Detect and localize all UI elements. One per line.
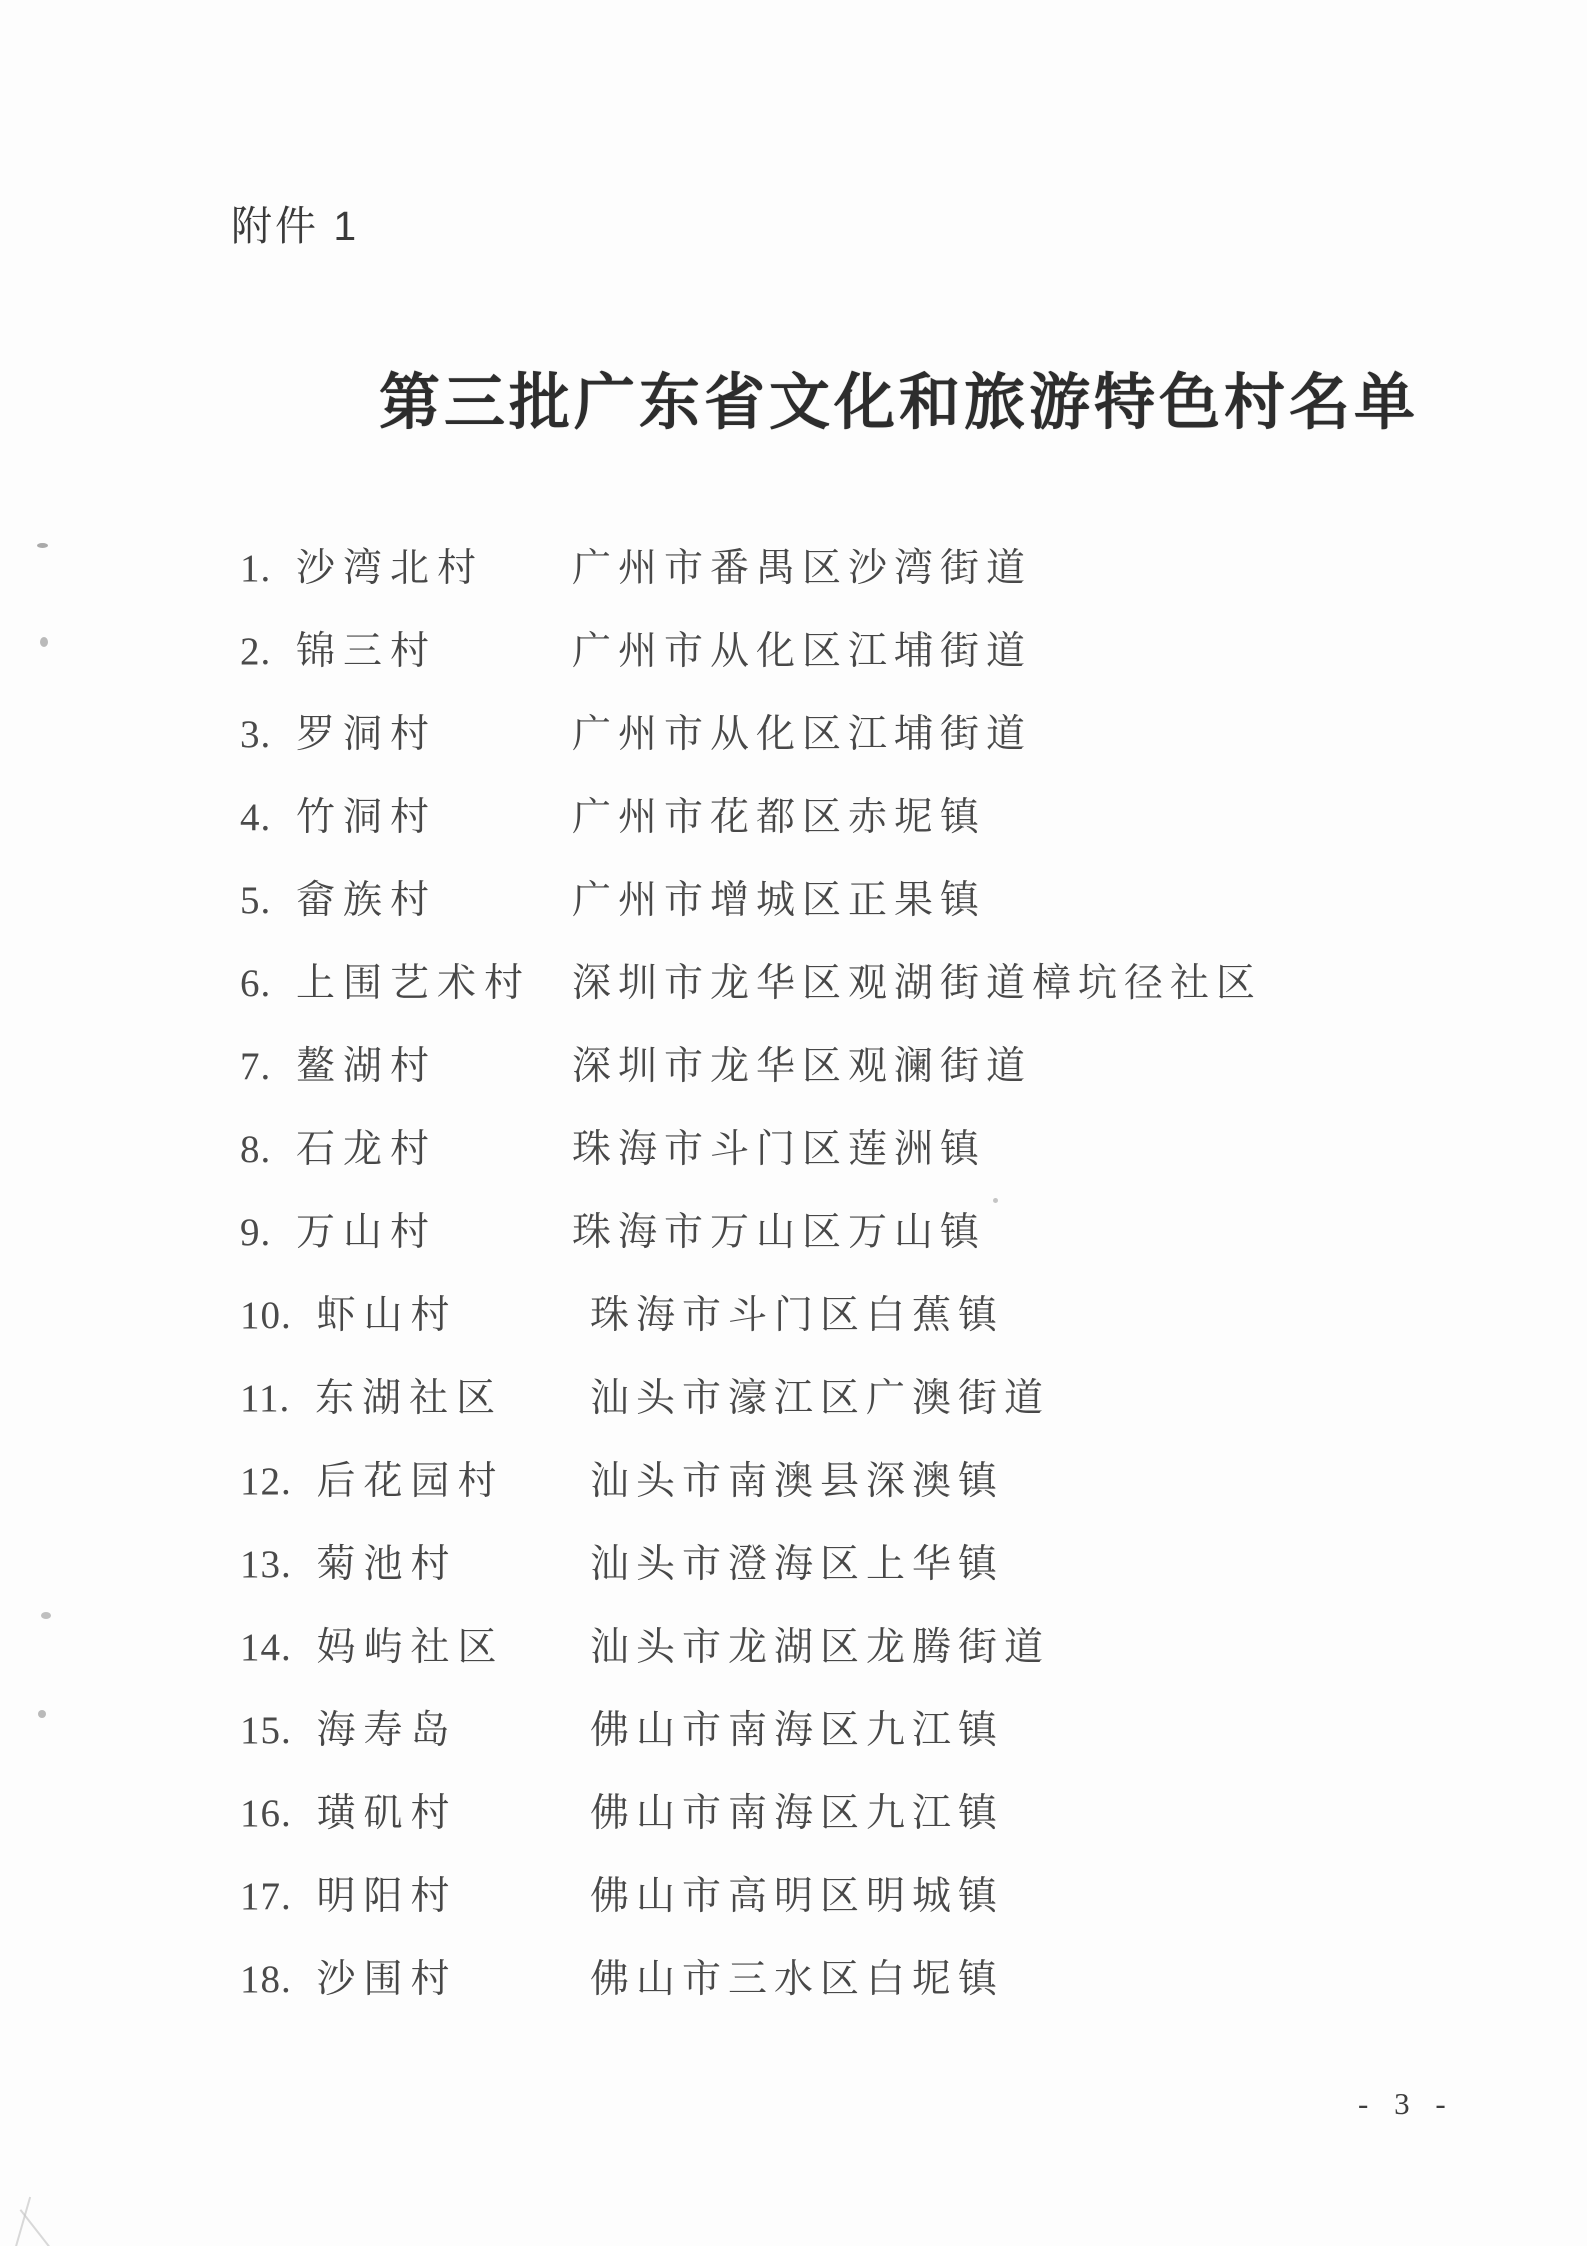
village-name-cell bbox=[240, 632, 437, 673]
list-item bbox=[0, 1545, 1587, 1628]
scan-speck bbox=[38, 1710, 46, 1718]
village-name-cell bbox=[240, 1462, 505, 1503]
village-name: 璜矶村 bbox=[316, 1792, 458, 1835]
village-name: 畲族村 bbox=[296, 879, 438, 922]
list-item bbox=[0, 881, 1587, 964]
pencil-mark bbox=[20, 2209, 55, 2246]
list-item bbox=[0, 1296, 1587, 1379]
attachment-label: 附件 1 bbox=[231, 203, 360, 249]
village-name: 沙围村 bbox=[316, 1958, 458, 2001]
village-name-cell bbox=[240, 1794, 458, 1835]
village-location: 珠海市斗门区白蕉镇 bbox=[590, 1294, 1005, 1337]
village-name: 海寿岛 bbox=[316, 1709, 458, 1752]
scan-speck bbox=[37, 543, 48, 548]
item-number: 6. bbox=[240, 962, 272, 1005]
village-name-cell bbox=[240, 1296, 458, 1337]
village-name: 菊池村 bbox=[316, 1543, 458, 1586]
list-item bbox=[0, 798, 1587, 881]
village-location: 广州市增城区正果镇 bbox=[572, 879, 987, 922]
list-item bbox=[0, 1960, 1587, 2043]
item-number: 11. bbox=[240, 1377, 291, 1420]
village-location: 佛山市南海区九江镇 bbox=[590, 1709, 1005, 1752]
village-name: 沙湾北村 bbox=[296, 547, 485, 590]
item-number: 14. bbox=[240, 1626, 292, 1669]
village-name-cell bbox=[240, 964, 531, 1005]
village-location: 汕头市濠江区广澳街道 bbox=[590, 1377, 1051, 1420]
village-name-cell bbox=[240, 1213, 437, 1254]
village-name-cell bbox=[240, 1379, 503, 1420]
village-location: 深圳市龙华区观澜街道 bbox=[572, 1045, 1033, 1088]
list-item bbox=[0, 632, 1587, 715]
item-number: 4. bbox=[240, 796, 272, 839]
village-location: 广州市从化区江埔街道 bbox=[572, 630, 1033, 673]
item-number: 2. bbox=[240, 630, 272, 673]
village-name: 鳌湖村 bbox=[296, 1045, 438, 1088]
village-name: 后花园村 bbox=[316, 1460, 505, 1503]
village-name: 石龙村 bbox=[296, 1128, 438, 1171]
village-name: 竹洞村 bbox=[296, 796, 438, 839]
item-number: 18. bbox=[240, 1958, 292, 2001]
village-name-cell bbox=[240, 549, 484, 590]
list-item bbox=[0, 1047, 1587, 1130]
list-item bbox=[0, 1877, 1587, 1960]
item-number: 17. bbox=[240, 1875, 292, 1918]
village-name-cell bbox=[240, 1628, 505, 1669]
village-location: 珠海市斗门区莲洲镇 bbox=[572, 1128, 987, 1171]
village-location: 珠海市万山区万山镇 bbox=[572, 1211, 987, 1254]
village-name: 锦三村 bbox=[296, 630, 438, 673]
village-location: 广州市番禺区沙湾街道 bbox=[572, 547, 1033, 590]
village-name: 明阳村 bbox=[316, 1875, 458, 1918]
village-name: 东湖社区 bbox=[315, 1377, 504, 1420]
item-number: 16. bbox=[240, 1792, 292, 1835]
list-item bbox=[0, 1711, 1587, 1794]
item-number: 13. bbox=[240, 1543, 292, 1586]
village-name-cell bbox=[240, 1130, 437, 1171]
village-name: 万山村 bbox=[296, 1211, 438, 1254]
village-name: 虾山村 bbox=[316, 1294, 458, 1337]
village-list bbox=[0, 549, 1587, 2043]
scan-speck bbox=[993, 1198, 998, 1203]
item-number: 3. bbox=[240, 713, 272, 756]
list-item bbox=[0, 964, 1587, 1047]
village-name-cell bbox=[240, 798, 437, 839]
village-location: 佛山市南海区九江镇 bbox=[590, 1792, 1005, 1835]
village-location: 汕头市龙湖区龙腾街道 bbox=[590, 1626, 1051, 1669]
village-location: 汕头市澄海区上华镇 bbox=[590, 1543, 1005, 1586]
list-item bbox=[0, 1628, 1587, 1711]
village-name: 妈屿社区 bbox=[316, 1626, 505, 1669]
village-name-cell bbox=[240, 1711, 458, 1752]
village-location: 广州市从化区江埔街道 bbox=[572, 713, 1033, 756]
item-number: 10. bbox=[240, 1294, 292, 1337]
village-name-cell bbox=[240, 1047, 437, 1088]
list-item bbox=[0, 1462, 1587, 1545]
list-item bbox=[0, 1794, 1587, 1877]
village-name: 罗洞村 bbox=[296, 713, 438, 756]
village-location: 广州市花都区赤坭镇 bbox=[572, 796, 987, 839]
page-title: 第三批广东省文化和旅游特色村名单 bbox=[379, 370, 1420, 437]
village-name-cell bbox=[240, 715, 437, 756]
village-name-cell bbox=[240, 1960, 458, 2001]
page-number: - 3 - bbox=[1358, 2086, 1455, 2121]
village-name-cell bbox=[240, 1545, 458, 1586]
list-item bbox=[0, 1213, 1587, 1296]
village-name-cell bbox=[240, 1877, 458, 1918]
list-item bbox=[0, 549, 1587, 632]
village-location: 佛山市高明区明城镇 bbox=[590, 1875, 1005, 1918]
scan-speck bbox=[41, 1612, 51, 1619]
village-location: 佛山市三水区白坭镇 bbox=[590, 1958, 1005, 2001]
item-number: 12. bbox=[240, 1460, 292, 1503]
item-number: 7. bbox=[240, 1045, 272, 1088]
village-location: 汕头市南澳县深澳镇 bbox=[590, 1460, 1005, 1503]
village-location: 深圳市龙华区观湖街道樟坑径社区 bbox=[572, 962, 1263, 1005]
list-item bbox=[0, 715, 1587, 798]
item-number: 15. bbox=[240, 1709, 292, 1752]
item-number: 8. bbox=[240, 1128, 272, 1171]
scan-speck bbox=[40, 637, 48, 647]
item-number: 5. bbox=[240, 879, 272, 922]
village-name-cell bbox=[240, 881, 437, 922]
item-number: 9. bbox=[240, 1211, 272, 1254]
list-item bbox=[0, 1130, 1587, 1213]
list-item bbox=[0, 1379, 1587, 1462]
village-name: 上围艺术村 bbox=[296, 962, 532, 1005]
item-number: 1. bbox=[240, 547, 272, 590]
